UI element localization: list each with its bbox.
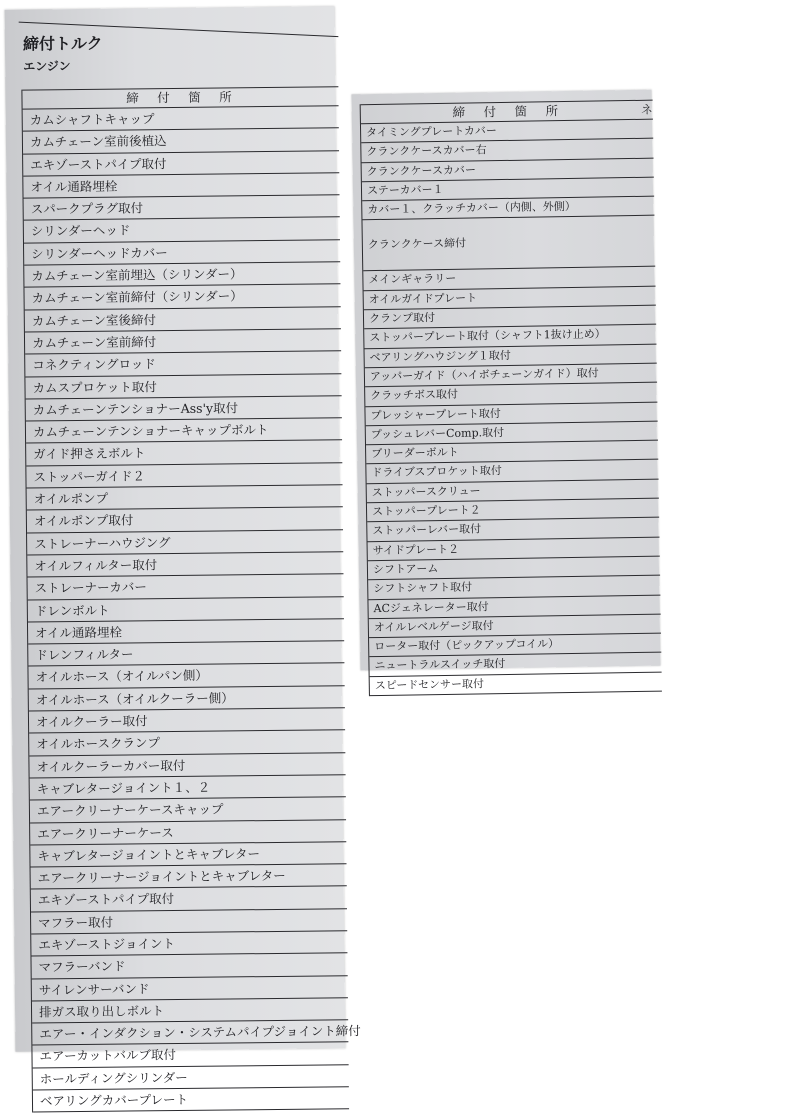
table-row: ACジェネレーター取付 [368, 595, 660, 619]
table-row: スパークプラグ取付 [24, 195, 340, 221]
table-row: サイドプレート２ [368, 537, 660, 561]
torque-table-right [360, 100, 662, 697]
table-header: 締 付 箇 所 [22, 86, 338, 109]
table-row: ストッパーガイド２ [26, 463, 342, 489]
table-row: シリンダーヘッドカバー [24, 240, 340, 266]
table-row: エアーカットバルブ取付 [32, 1043, 348, 1069]
table-row: ベアリングハウジング１取付 [364, 344, 656, 368]
table-row: エキゾーストパイプ取付 [23, 151, 339, 177]
table-row: ドレンフィルター [28, 641, 344, 667]
table-row: スピードセンサー取付 [370, 672, 662, 696]
table-row: マフラーバンド [31, 953, 347, 979]
table-row: タイミングプレートカバー [361, 120, 653, 144]
table-row: クラッチボス取付 [365, 383, 657, 407]
table-row: カムシャフトキャップ [23, 106, 339, 132]
table-row: エキゾーストジョイント [31, 931, 347, 957]
table-row: エアークリーナーケースキャップ [30, 797, 346, 823]
table-row: オイルガイドプレート [364, 286, 656, 310]
table-row: マフラー取付 [31, 909, 347, 935]
table-row: ストッパープレート２ [367, 499, 659, 523]
table-row: クランクケースカバー右 [361, 139, 653, 163]
table-row: キャブレタージョイント１、２ [30, 775, 346, 801]
table-row: クランプ取付 [364, 306, 656, 330]
table-row: カムチェーンテンショナーAss'y取付 [26, 396, 342, 422]
table-row: アッパーガイド（ハイボチェーンガイド）取付 [365, 364, 657, 388]
table-row: キャブレタージョイントとキャブレター [30, 842, 346, 868]
table-row: シリンダーヘッド [24, 218, 340, 244]
table-row: コネクティングロッド [25, 352, 341, 378]
table-row: オイルホースクランプ [29, 731, 345, 757]
right-page [351, 90, 660, 692]
table-row: ブリーダーボルト [366, 441, 658, 465]
table-row: オイルポンプ取付 [27, 508, 343, 534]
table-header-label: 締 付 箇 所 [452, 103, 562, 120]
table-row: シフトシャフト取付 [368, 576, 660, 600]
table-row: オイルクーラーカバー取付 [29, 753, 345, 779]
table-row: プッシュレバーComp.取付 [366, 421, 658, 445]
table-body [23, 106, 361, 1113]
table-row: カバー１、クラッチカバー（内側、外側） [362, 197, 654, 221]
table-row: 排ガス取り出しボルト [32, 998, 348, 1024]
table-header-next-col: ネ [640, 102, 653, 117]
table-body [361, 120, 662, 697]
page-subtitle: エンジン [23, 59, 71, 74]
table-row: ストレーナーカバー [28, 574, 344, 600]
table-row: ストッパープレート取付（シャフト1抜け止め） [364, 325, 656, 349]
table-row: ストッパースクリュー [367, 479, 659, 503]
table-row: ホールディングシリンダー [33, 1065, 349, 1091]
table-row: オイルホース（オイルクーラー側） [29, 686, 345, 712]
table-row: ステーカバー１ [362, 178, 654, 202]
table-row: オイル通路埋栓 [23, 173, 339, 199]
table-row: エアー・インダクション・システムパイプジョイント締付 [32, 1020, 348, 1046]
table-row: カムチェーン室前締付（シリンダー） [24, 285, 340, 311]
table-row: オイルレベルゲージ取付 [369, 614, 661, 638]
table-row: オイル通路埋栓 [28, 619, 344, 645]
table-row: オイルフィルター取付 [27, 552, 343, 578]
table-row: オイルクーラー取付 [29, 708, 345, 734]
table-row: エアークリーナーケース [30, 820, 346, 846]
table-row: ストレーナーハウジング [27, 530, 343, 556]
table-row: ドライブスプロケット取付 [366, 460, 658, 484]
table-row: エキゾーストパイプ取付 [31, 887, 347, 913]
table-row: カムチェーンテンショナーキャップボルト [26, 418, 342, 444]
left-page [5, 6, 361, 1109]
page-title: 締付トルク [22, 33, 103, 54]
table-row: サイレンサーバンド [32, 976, 348, 1002]
table-row: カムチェーン室後締付 [25, 307, 341, 333]
table-row: ドレンボルト [28, 597, 344, 623]
table-row: ニュートラルスイッチ取付 [369, 653, 661, 677]
table-row: クランクケース締付 [362, 216, 655, 272]
table-row: ガイド押さえボルト [26, 441, 342, 467]
table-row: エアークリーナージョイントとキャブレター [31, 864, 347, 890]
table-row: ローター取付（ピックアップコイル） [369, 634, 661, 658]
torque-table-left [21, 86, 361, 1113]
table-row: カムチェーン室前埋込（シリンダー） [24, 262, 340, 288]
table-row: カムチェーン室前後植込 [23, 129, 339, 155]
table-row: クランクケースカバー [362, 158, 654, 182]
table-row: オイルポンプ [27, 485, 343, 511]
table-row: カムスプロケット取付 [25, 374, 341, 400]
table-row: カムチェーン室前締付 [25, 329, 341, 355]
table-row: メインギャラリー [363, 267, 655, 291]
table-row: ベアリングカバープレート [33, 1087, 349, 1113]
table-row: ストッパーレバー取付 [367, 518, 659, 542]
table-row: オイルホース（オイルパン側） [28, 664, 344, 690]
table-row: シフトアーム [368, 557, 660, 581]
table-row: プレッシャープレート取付 [365, 402, 657, 426]
